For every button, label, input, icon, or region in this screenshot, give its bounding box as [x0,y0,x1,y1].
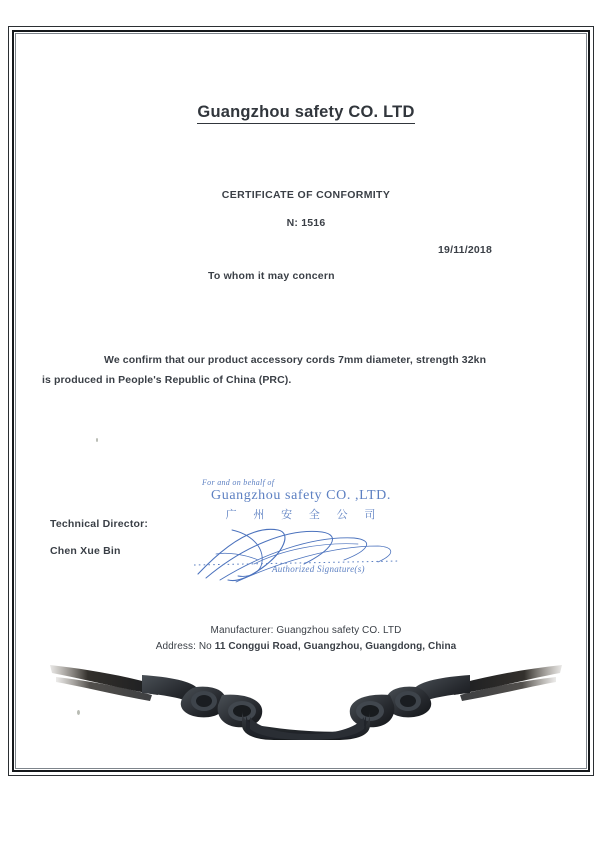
certificate-heading: CERTIFICATE OF CONFORMITY [221,189,391,201]
footer-manufacturer: Manufacturer: Guangzhou safety CO. LTD [210,625,402,636]
footer-address [0,641,612,652]
footer-address-prefix: Address: No [155,641,215,652]
technical-director-name: Chen Xue Bin [50,545,121,557]
authorized-signature-mark [192,524,412,586]
certificate-date: 19/11/2018 [438,244,492,256]
body-paragraph [42,350,522,390]
paper-speck [77,710,80,715]
page-title [0,103,612,122]
stamp-company-chinese: 广 州 安 全 公 司 [225,509,383,521]
signature-caption: Authorized Signature(s) [272,564,365,574]
technical-director-label: Technical Director: [50,518,149,530]
stamp-for-line: For and on behalf of [202,478,275,487]
banner-ribbon-icon [46,655,566,741]
body-line-2: is produced in People's Republic of China (PRC). [42,374,292,386]
paper-speck [96,438,98,442]
body-line-1: We confirm that our product accessory cords 7mm diameter, strength 32kn [104,354,487,366]
page-title-text: Guangzhou safety CO. LTD [197,103,414,124]
footer-address-street: 11 Conggui Road, Guangzhou, Guangdong, China [214,641,457,652]
stamp-company-line: Guangzhou safety CO. ,LTD. [211,488,391,503]
certificate-number: N: 1516 [286,217,326,229]
salutation: To whom it may concern [208,270,335,282]
company-stamp [196,478,406,522]
